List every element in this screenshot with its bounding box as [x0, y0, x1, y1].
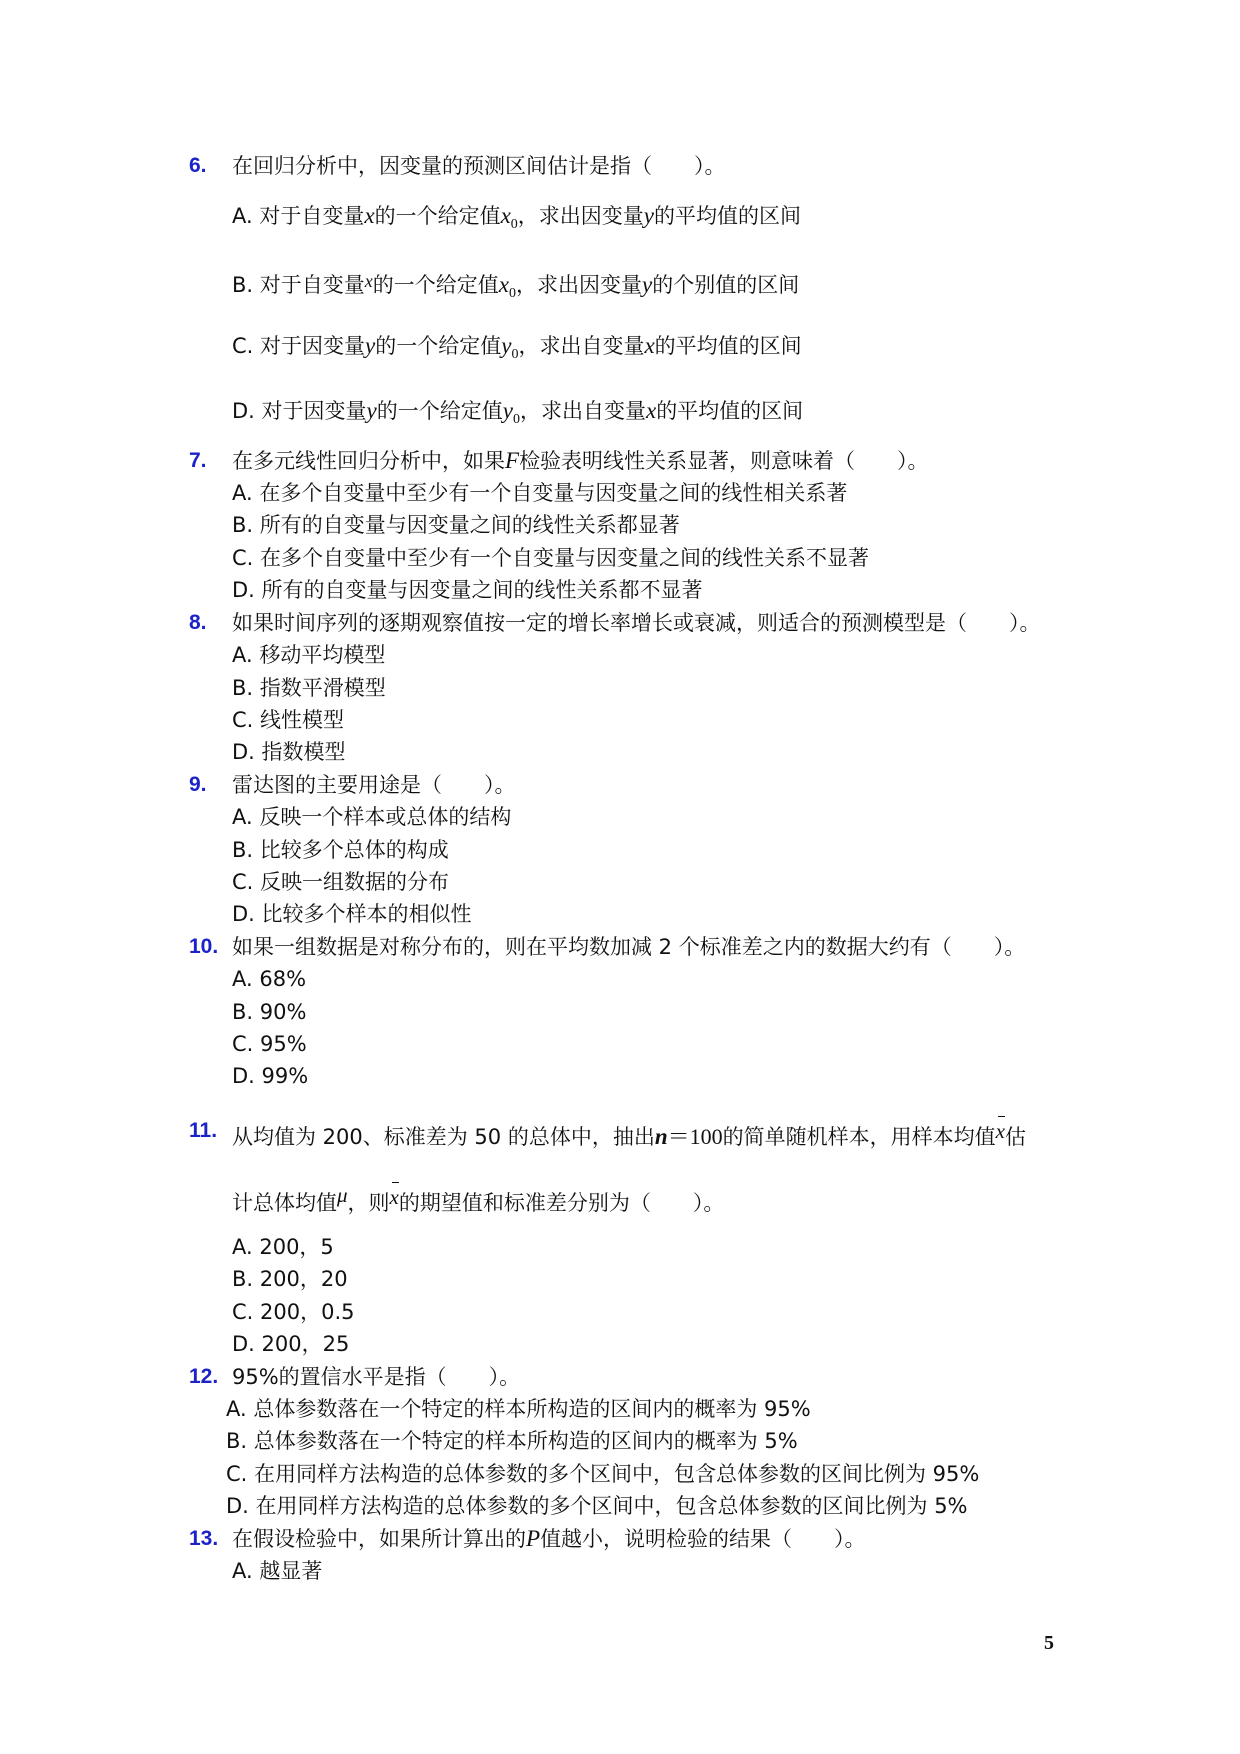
option-c: C. 在用同样方法构造的总体参数的多个区间中，包含总体参数的区间比例为 95%	[226, 1462, 980, 1486]
option-b: B. 90%	[232, 1000, 307, 1024]
option-c: C. 在多个自变量中至少有一个自变量与因变量之间的线性关系不显著	[232, 546, 870, 570]
option-c: C. 200，0.5	[232, 1300, 355, 1324]
option-a: A. 总体参数落在一个特定的样本所构造的区间内的概率为 95%	[226, 1397, 811, 1421]
question-stem: 在假设检验中，如果所计算出的P值越小，说明检验的结果（ ）。	[232, 1526, 866, 1551]
option-d: D. 指数模型	[232, 740, 346, 764]
option-c: C. 95%	[232, 1032, 307, 1056]
question-number: 8.	[189, 611, 207, 634]
question-stem: 如果时间序列的逐期观察值按一定的增长率增长或衰减，则适合的预测模型是（ ）。	[232, 611, 1041, 635]
option-d: D. 99%	[232, 1064, 309, 1088]
option-b: B. 对于自变量x的一个给定值$x_0$，求出因变量y的个别值的区间	[232, 271, 800, 301]
option-a: A. 68%	[232, 967, 307, 991]
option-a: A. 对于自变量x的一个给定值$x_0$，求出因变量y的平均值的区间	[232, 203, 802, 232]
question-number: 9.	[189, 773, 207, 796]
option-b: B. 比较多个总体的构成	[232, 838, 449, 862]
option-c: C. 反映一组数据的分布	[232, 870, 450, 894]
question-number: 12.	[189, 1365, 219, 1388]
option-b: B. 总体参数落在一个特定的样本所构造的区间内的概率为 5%	[226, 1429, 798, 1453]
option-d: D. 在用同样方法构造的总体参数的多个区间中，包含总体参数的区间比例为 5%	[226, 1494, 968, 1518]
question-stem: 在多元线性回归分析中，如果F检验表明线性关系显著，则意味着（ ）。	[232, 448, 929, 473]
option-a: A. 越显著	[232, 1559, 323, 1583]
question-stem: 如果一组数据是对称分布的，则在平均数加减 2 个标准差之内的数据大约有（ ）。	[232, 935, 1026, 959]
question-number: 10.	[189, 935, 219, 958]
option-a: A. 移动平均模型	[232, 643, 386, 667]
question-stem: 95%的置信水平是指（ ）。	[232, 1365, 521, 1389]
question-number: 7.	[189, 449, 207, 472]
question-number: 6.	[189, 154, 207, 177]
question-stem: 从均值为 200、标准差为 50 的总体中，抽出n＝100的简单随机样本，用样本均值x估	[232, 1116, 1026, 1152]
question-number: 11.	[189, 1119, 218, 1142]
question-stem: 雷达图的主要用途是（ ）。	[232, 773, 516, 797]
option-d: D. 200，25	[232, 1332, 350, 1356]
option-b: B. 指数平滑模型	[232, 676, 386, 700]
question-stem-continued: 计总体均值μ，则x的期望值和标准差分别为（ ）。	[232, 1183, 725, 1215]
option-d: D. 对于因变量y的一个给定值$y_0$，求出自变量x的平均值的区间	[232, 398, 804, 427]
option-b: B. 所有的自变量与因变量之间的线性关系都显著	[232, 513, 680, 537]
option-b: B. 200，20	[232, 1267, 348, 1291]
page-number: 5	[1044, 1632, 1054, 1654]
question-number: 13.	[189, 1527, 219, 1550]
option-a: A. 在多个自变量中至少有一个自变量与因变量之间的线性相关系著	[232, 481, 848, 505]
option-a: A. 200，5	[232, 1235, 334, 1259]
option-c: C. 线性模型	[232, 708, 345, 732]
option-c: C. 对于因变量y的一个给定值$y_0$，求出自变量x的平均值的区间	[232, 333, 802, 362]
option-a: A. 反映一个样本或总体的结构	[232, 805, 512, 829]
option-d: D. 所有的自变量与因变量之间的线性关系都不显著	[232, 578, 703, 602]
question-stem: 在回归分析中，因变量的预测区间估计是指（ ）。	[232, 154, 726, 178]
option-d: D. 比较多个样本的相似性	[232, 902, 472, 926]
